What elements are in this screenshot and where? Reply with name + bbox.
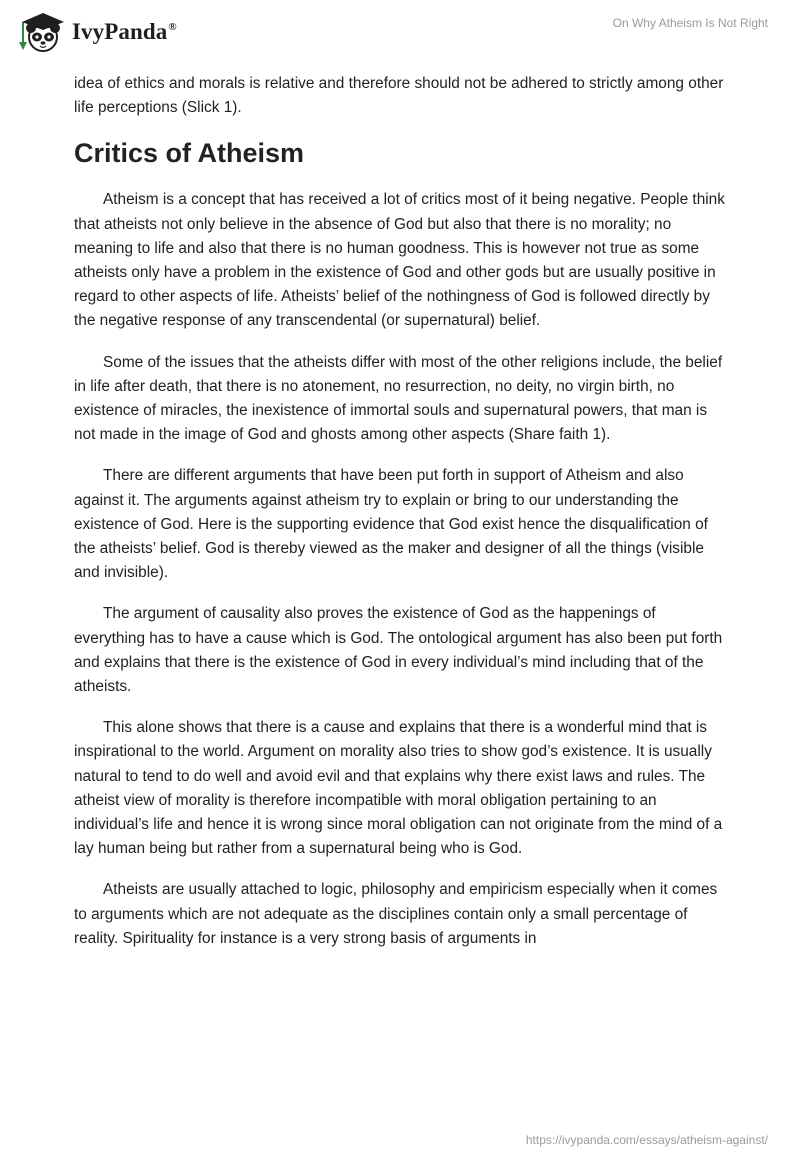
source-url[interactable]: https://ivypanda.com/essays/atheism-against/: [525, 1133, 768, 1147]
body-paragraph: Atheism is a concept that has received a lot of critics most of it being negative. People think that atheists not only believe in the absence of God but also that there is no morality; no meaning to life and also that there is no human goodness. This is however not true as some atheists only have a problem in the existence of God and other gods but are usually positive in regard to other aspects of life. Atheists’ belief of the nothingness of God is followed directly by the negative response of any transcendental (or supernatural) belief.: [74, 191, 725, 330]
body-paragraph: Some of the issues that the atheists differ with most of the other religions include, the belief in life after death, that there is no atonement, no resurrection, no deity, no virgin birth, no existence of miracles, the inexistence of immortal souls and supernatural powers, that man is not made in the image of God and ghosts among other aspects (Share faith 1).: [74, 353, 723, 444]
body-paragraph: There are different arguments that have been put forth in support of Atheism and also against it. The arguments against atheism try to explain or bring to our understanding the existence of God. Here is the supporting evidence that God exist hence the disqualification of the atheists’ belief. God is thereby viewed as the maker and designer of all the things (visible and invisible).: [74, 467, 708, 582]
section-heading: Critics of Atheism: [74, 138, 305, 169]
page-header: [0, 0, 800, 70]
body-paragraph: The argument of causality also proves the existence of God as the happenings of everything has to have a cause which is God. The ontological argument has also been put forth and explains that there is the existence of God in every individual’s mind including that of the atheists.: [74, 605, 723, 696]
body-paragraph: This alone shows that there is a cause and explains that there is a wonderful mind that is inspirational to the world. Argument on morality also tries to show god’s existence. It is usually natural to tend to do well and avoid evil and that explains why there exist laws and rules. The atheist view of morality is therefore incompatible with moral obligation pertaining to an individual’s life and hence it is wrong since moral obligation can not originate from the mind of a lay human being but rather from a supernatural being who is God.: [74, 719, 723, 858]
document-title: On Why Atheism Is Not Right: [612, 16, 768, 30]
brand-name: IvyPanda®: [72, 19, 177, 44]
intro-paragraph: idea of ethics and morals is relative and therefore should not be adhered to strictly among other life perceptions (Slick 1).: [74, 75, 724, 117]
brand-logo[interactable]: [16, 10, 177, 54]
body-paragraph: Atheists are usually attached to logic, philosophy and empiricism especially when it comes to arguments which are not adequate as the disciplines contain only a small percentage of reality. Spirituality for instance is a very strong basis of arguments in: [74, 881, 718, 947]
panda-graduation-cap-icon: [16, 10, 66, 54]
article-body: [74, 72, 730, 968]
